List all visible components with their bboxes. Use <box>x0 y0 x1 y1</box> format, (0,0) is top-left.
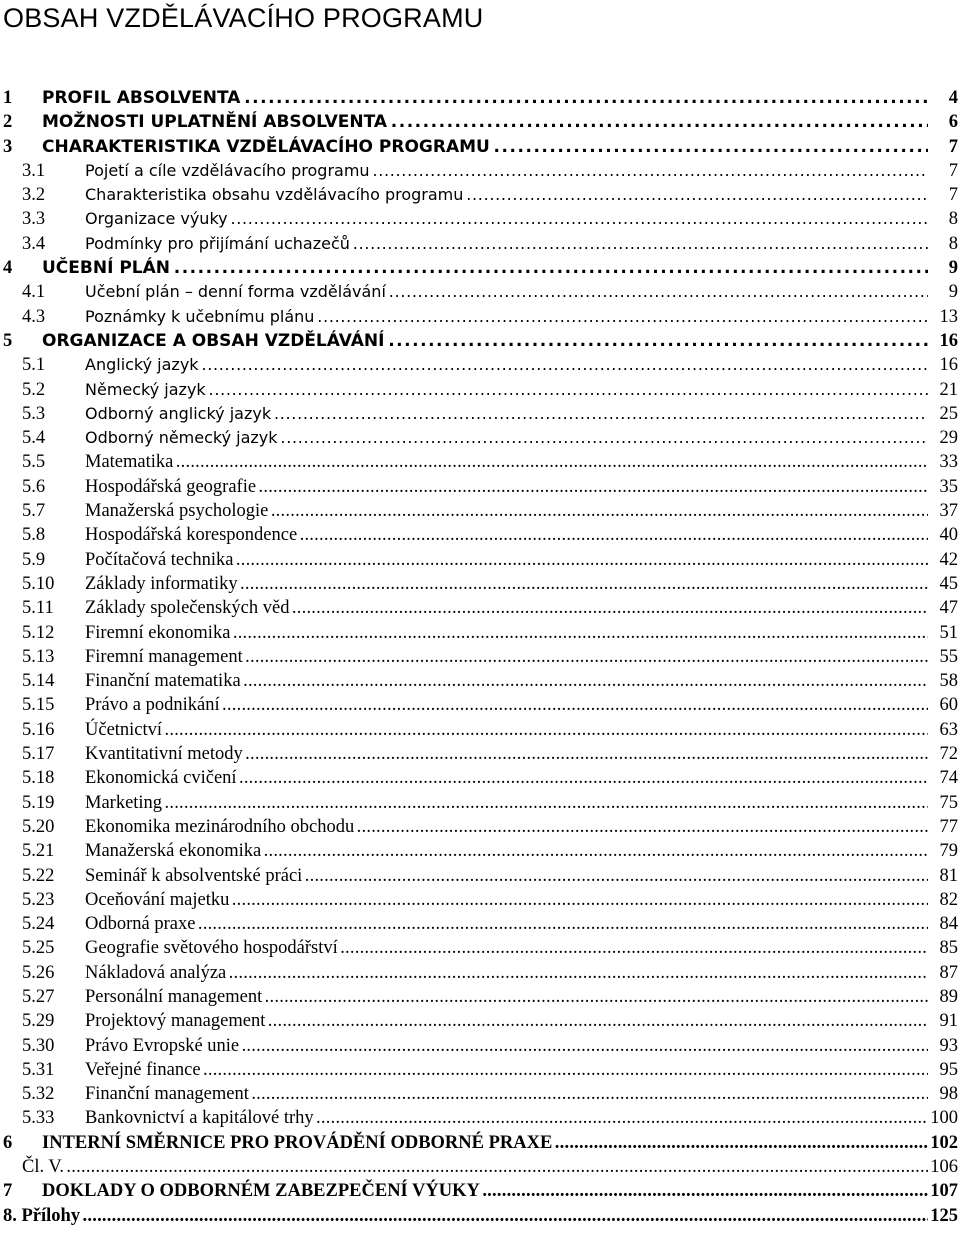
toc-entry-page: 84 <box>928 912 958 936</box>
toc-entry-page: 89 <box>928 985 958 1009</box>
toc-entry-title: Organizace výuky . . . <box>85 207 930 231</box>
toc-entry-number: 5.19 <box>22 792 55 813</box>
toc-entry[interactable] <box>0 985 960 1009</box>
toc-entry-number: 4 <box>3 258 13 279</box>
toc-entry[interactable] <box>0 645 960 669</box>
toc-entry-title: CHARAKTERISTIKA VZDĚLÁVACÍHO PROGRAMU . . . <box>42 135 930 159</box>
toc-entry-page: 93 <box>928 1034 958 1058</box>
toc-entry-page: 37 <box>928 499 958 523</box>
toc-entry-title: Ekonomika mezinárodního obchodu . . . <box>85 815 930 839</box>
toc-entry-page: 42 <box>928 548 958 572</box>
toc-entry-number: 5.26 <box>22 962 55 983</box>
toc-entry-page: 107 <box>928 1179 958 1203</box>
toc-entry-page: 82 <box>928 888 958 912</box>
toc-entry-page: 33 <box>928 450 958 474</box>
toc-entry-number: 5.16 <box>22 719 55 740</box>
toc-entry-number: 3 <box>3 136 13 157</box>
toc-entry-number: 5.11 <box>22 598 54 619</box>
toc-entry[interactable] <box>0 718 960 742</box>
page-title: OBSAH VZDĚLÁVACÍHO PROGRAMU <box>3 3 484 33</box>
toc-entry-number: 5.10 <box>22 573 55 594</box>
toc-entry-title: Geografie světového hospodářství . . . <box>85 936 930 960</box>
toc-entry-page: 87 <box>928 961 958 985</box>
toc-entry-title: Ekonomická cvičení . . . <box>85 766 930 790</box>
toc-entry-number: 5.30 <box>22 1035 55 1056</box>
toc-entry-title: Seminář k absolventské práci . . . <box>85 864 930 888</box>
toc-entry-title: Manažerská ekonomika . . . <box>85 839 930 863</box>
toc-entry-title: Hospodářská geografie . . . <box>85 475 930 499</box>
toc-entry[interactable] <box>0 256 960 280</box>
toc-entry[interactable] <box>0 936 960 960</box>
toc-entry-title: Německý jazyk . . . <box>85 378 930 402</box>
toc-entry-title: Firemní management . . . <box>85 645 930 669</box>
toc-entry-page: 13 <box>928 305 958 329</box>
toc-entry-title: Poznámky k učebnímu plánu . . . <box>85 305 930 329</box>
toc-entry[interactable] <box>0 329 960 353</box>
toc-entry-page: 85 <box>928 936 958 960</box>
toc-entry[interactable] <box>0 207 960 231</box>
toc-entry-page: 6 <box>928 110 958 134</box>
toc-entry[interactable] <box>0 280 960 304</box>
toc-entry[interactable] <box>0 135 960 159</box>
toc-entry-page: 91 <box>928 1009 958 1033</box>
toc-entry-number: 6 <box>3 1132 13 1153</box>
toc-entry-number: 5.18 <box>22 768 55 789</box>
toc-entry[interactable] <box>0 353 960 377</box>
toc-entry-page: 21 <box>928 378 958 402</box>
toc-entry-number: 5.12 <box>22 622 55 643</box>
toc-entry[interactable] <box>0 791 960 815</box>
toc-entry-page: 9 <box>928 256 958 280</box>
toc-entry-page: 45 <box>928 572 958 596</box>
toc-entry-title: Odborný anglický jazyk . . . <box>85 402 930 426</box>
toc-entry-title: INTERNÍ SMĚRNICE PRO PROVÁDĚNÍ ODBORNÉ PRAXE . . . <box>42 1131 930 1155</box>
toc-entry-number: 5.33 <box>22 1108 55 1129</box>
toc-entry[interactable] <box>0 378 960 402</box>
toc-entry-title: Počítačová technika . . . <box>85 548 930 572</box>
toc-entry-page: 7 <box>928 183 958 207</box>
toc-entry-title: MOŽNOSTI UPLATNĚNÍ ABSOLVENTA . . . <box>42 110 930 134</box>
toc-entry[interactable] <box>0 1131 960 1155</box>
toc-entry-number: 5.5 <box>22 452 46 473</box>
toc-entry-page: 75 <box>928 791 958 815</box>
toc-entry-title: Firemní ekonomika . . . <box>85 621 930 645</box>
toc-entry-number: 5.29 <box>22 1011 55 1032</box>
toc-entry-title: Právo Evropské unie . . . <box>85 1034 930 1058</box>
toc-entry[interactable] <box>0 183 960 207</box>
toc-entry-number: 7 <box>3 1181 13 1202</box>
toc-entry-number: 5.13 <box>22 646 55 667</box>
toc-entry-page: 16 <box>928 329 958 353</box>
toc-entry[interactable] <box>0 499 960 523</box>
toc-entry-title: Odborná praxe . . . <box>85 912 930 936</box>
toc-entry-number: 5.3 <box>22 403 46 424</box>
toc-entry-page: 40 <box>928 523 958 547</box>
toc-entry-page: 47 <box>928 596 958 620</box>
toc-entry-page: 81 <box>928 864 958 888</box>
toc-entry[interactable] <box>0 1034 960 1058</box>
toc-entry[interactable] <box>0 475 960 499</box>
toc-entry-page: 29 <box>928 426 958 450</box>
toc-entry-page: 79 <box>928 839 958 863</box>
toc-entry-page: 16 <box>928 353 958 377</box>
toc-entry-number: 5.6 <box>22 476 46 497</box>
toc-entry-title: Finanční matematika . . . <box>85 669 930 693</box>
toc-entry[interactable] <box>0 1204 960 1228</box>
toc-entry-title: Odborný německý jazyk . . . <box>85 426 930 450</box>
toc-entry[interactable] <box>0 1058 960 1082</box>
toc-entry[interactable] <box>0 450 960 474</box>
toc-entry-title: Oceňování majetku . . . <box>85 888 930 912</box>
toc-entry-title: Účetnictví . . . <box>85 718 930 742</box>
toc-entry[interactable] <box>0 912 960 936</box>
toc-entry[interactable] <box>0 402 960 426</box>
toc-entry-number: 5.25 <box>22 938 55 959</box>
toc-entry-page: 9 <box>928 280 958 304</box>
toc-entry[interactable] <box>0 1179 960 1203</box>
toc-entry-number: 5.23 <box>22 889 55 910</box>
toc-entry-page: 58 <box>928 669 958 693</box>
toc-entry[interactable] <box>0 1082 960 1106</box>
toc-entry-number: 5.14 <box>22 671 55 692</box>
toc-entry-number: 5.32 <box>22 1084 55 1105</box>
toc-entry[interactable] <box>0 523 960 547</box>
toc-entry-page: 125 <box>928 1204 958 1228</box>
toc-entry-page: 77 <box>928 815 958 839</box>
toc-entry-number: 1 <box>3 88 13 108</box>
toc-entry-number: 5 <box>3 330 13 351</box>
toc-entry-number: 3.2 <box>22 185 46 206</box>
toc-entry-number: 3.3 <box>22 209 46 230</box>
toc-entry[interactable] <box>0 669 960 693</box>
toc-entry[interactable] <box>0 839 960 863</box>
toc-entry-page: 60 <box>928 693 958 717</box>
toc-entry-number: 5.15 <box>22 695 55 716</box>
toc-entry-number: 3.4 <box>22 233 46 254</box>
toc-entry-title: Nákladová analýza . . . <box>85 961 930 985</box>
toc-entry[interactable] <box>0 572 960 596</box>
toc-entry[interactable] <box>0 742 960 766</box>
toc-entry-number: 2 <box>3 112 13 133</box>
toc-entry-number: 5.27 <box>22 986 55 1007</box>
toc-entry-title: Učební plán – denní forma vzdělávání . . . <box>85 280 930 304</box>
toc-entry-page: 35 <box>928 475 958 499</box>
toc-entry-number: 5.21 <box>22 841 55 862</box>
toc-entry-page: 63 <box>928 718 958 742</box>
toc-entry-page: 74 <box>928 766 958 790</box>
toc-entry-title: Matematika . . . <box>85 450 930 474</box>
toc-entry[interactable] <box>0 232 960 256</box>
toc-entry-title: Charakteristika obsahu vzdělávacího programu . . . <box>85 183 930 207</box>
toc-entry-title: Veřejné finance . . . <box>85 1058 930 1082</box>
toc-entry-page: 106 <box>928 1155 958 1179</box>
table-of-contents <box>0 86 960 1228</box>
toc-entry-number: 5.22 <box>22 865 55 886</box>
toc-entry-page: 98 <box>928 1082 958 1106</box>
toc-entry-number: 5.7 <box>22 501 46 522</box>
toc-entry[interactable] <box>0 110 960 134</box>
toc-entry-page: 51 <box>928 621 958 645</box>
toc-entry-number: 5.4 <box>22 428 46 449</box>
toc-entry[interactable] <box>0 621 960 645</box>
toc-entry-page: 100 <box>928 1106 958 1130</box>
toc-entry[interactable] <box>0 86 960 110</box>
toc-entry-number: 5.24 <box>22 914 55 935</box>
toc-entry-page: 55 <box>928 645 958 669</box>
toc-entry-title: Základy společenských věd . . . <box>85 596 930 620</box>
toc-entry-title: Anglický jazyk . . . <box>85 353 930 377</box>
toc-entry-page: 8 <box>928 232 958 256</box>
toc-entry-title: Hospodářská korespondence . . . <box>85 523 930 547</box>
toc-entry-title: Podmínky pro přijímání uchazečů . . . <box>85 232 930 256</box>
toc-entry[interactable] <box>0 1009 960 1033</box>
toc-entry-title: Bankovnictví a kapitálové trhy . . . <box>85 1106 930 1130</box>
toc-entry-title: Čl. V. . . . <box>22 1155 930 1179</box>
toc-entry-page: 4 <box>928 86 958 110</box>
toc-entry-number: 5.2 <box>22 379 46 400</box>
toc-entry[interactable] <box>0 888 960 912</box>
toc-entry-page: 72 <box>928 742 958 766</box>
toc-entry-title: 8. Přílohy . . . <box>3 1204 930 1228</box>
toc-entry-page: 8 <box>928 207 958 231</box>
toc-entry-number: 5.17 <box>22 744 55 765</box>
toc-entry[interactable] <box>0 766 960 790</box>
toc-entry-number: 4.3 <box>22 306 46 327</box>
toc-entry-number: 5.9 <box>22 549 46 570</box>
toc-entry-title: DOKLADY O ODBORNÉM ZABEZPEČENÍ VÝUKY . . . <box>42 1179 930 1203</box>
toc-entry[interactable] <box>0 693 960 717</box>
toc-entry-page: 7 <box>928 135 958 159</box>
toc-entry[interactable] <box>0 864 960 888</box>
toc-entry[interactable] <box>0 815 960 839</box>
toc-entry-title: Projektový management . . . <box>85 1009 930 1033</box>
toc-entry-title: Finanční management . . . <box>85 1082 930 1106</box>
toc-entry-page: 25 <box>928 402 958 426</box>
toc-entry-title: Právo a podnikání . . . <box>85 693 930 717</box>
toc-entry-number: 3.1 <box>22 160 46 181</box>
toc-entry[interactable] <box>0 1106 960 1130</box>
toc-entry-title: Kvantitativní metody . . . <box>85 742 930 766</box>
toc-entry[interactable] <box>0 159 960 183</box>
toc-entry[interactable] <box>0 426 960 450</box>
toc-entry-title: UČEBNÍ PLÁN . . . <box>42 256 930 280</box>
toc-entry-title: Základy informatiky . . . <box>85 572 930 596</box>
toc-entry[interactable] <box>0 548 960 572</box>
toc-entry-page: 102 <box>928 1131 958 1155</box>
toc-entry[interactable] <box>0 596 960 620</box>
toc-entry-number: 5.1 <box>22 355 46 376</box>
toc-entry-page: 95 <box>928 1058 958 1082</box>
toc-entry-title: Personální management . . . <box>85 985 930 1009</box>
toc-entry[interactable] <box>0 961 960 985</box>
toc-entry-number: 5.31 <box>22 1059 55 1080</box>
toc-entry-page: 7 <box>928 159 958 183</box>
toc-entry-number: 5.8 <box>22 525 46 546</box>
toc-entry-title: PROFIL ABSOLVENTA . . . <box>42 86 930 110</box>
toc-entry[interactable] <box>0 305 960 329</box>
toc-entry-title: ORGANIZACE A OBSAH VZDĚLÁVÁNÍ . . . <box>42 329 930 353</box>
toc-entry[interactable] <box>0 1155 960 1179</box>
toc-entry-title: Manažerská psychologie . . . <box>85 499 930 523</box>
toc-entry-number: 4.1 <box>22 282 46 303</box>
toc-entry-title: Pojetí a cíle vzdělávacího programu . . . <box>85 159 930 183</box>
toc-entry-number: 5.20 <box>22 816 55 837</box>
toc-entry-title: Marketing . . . <box>85 791 930 815</box>
